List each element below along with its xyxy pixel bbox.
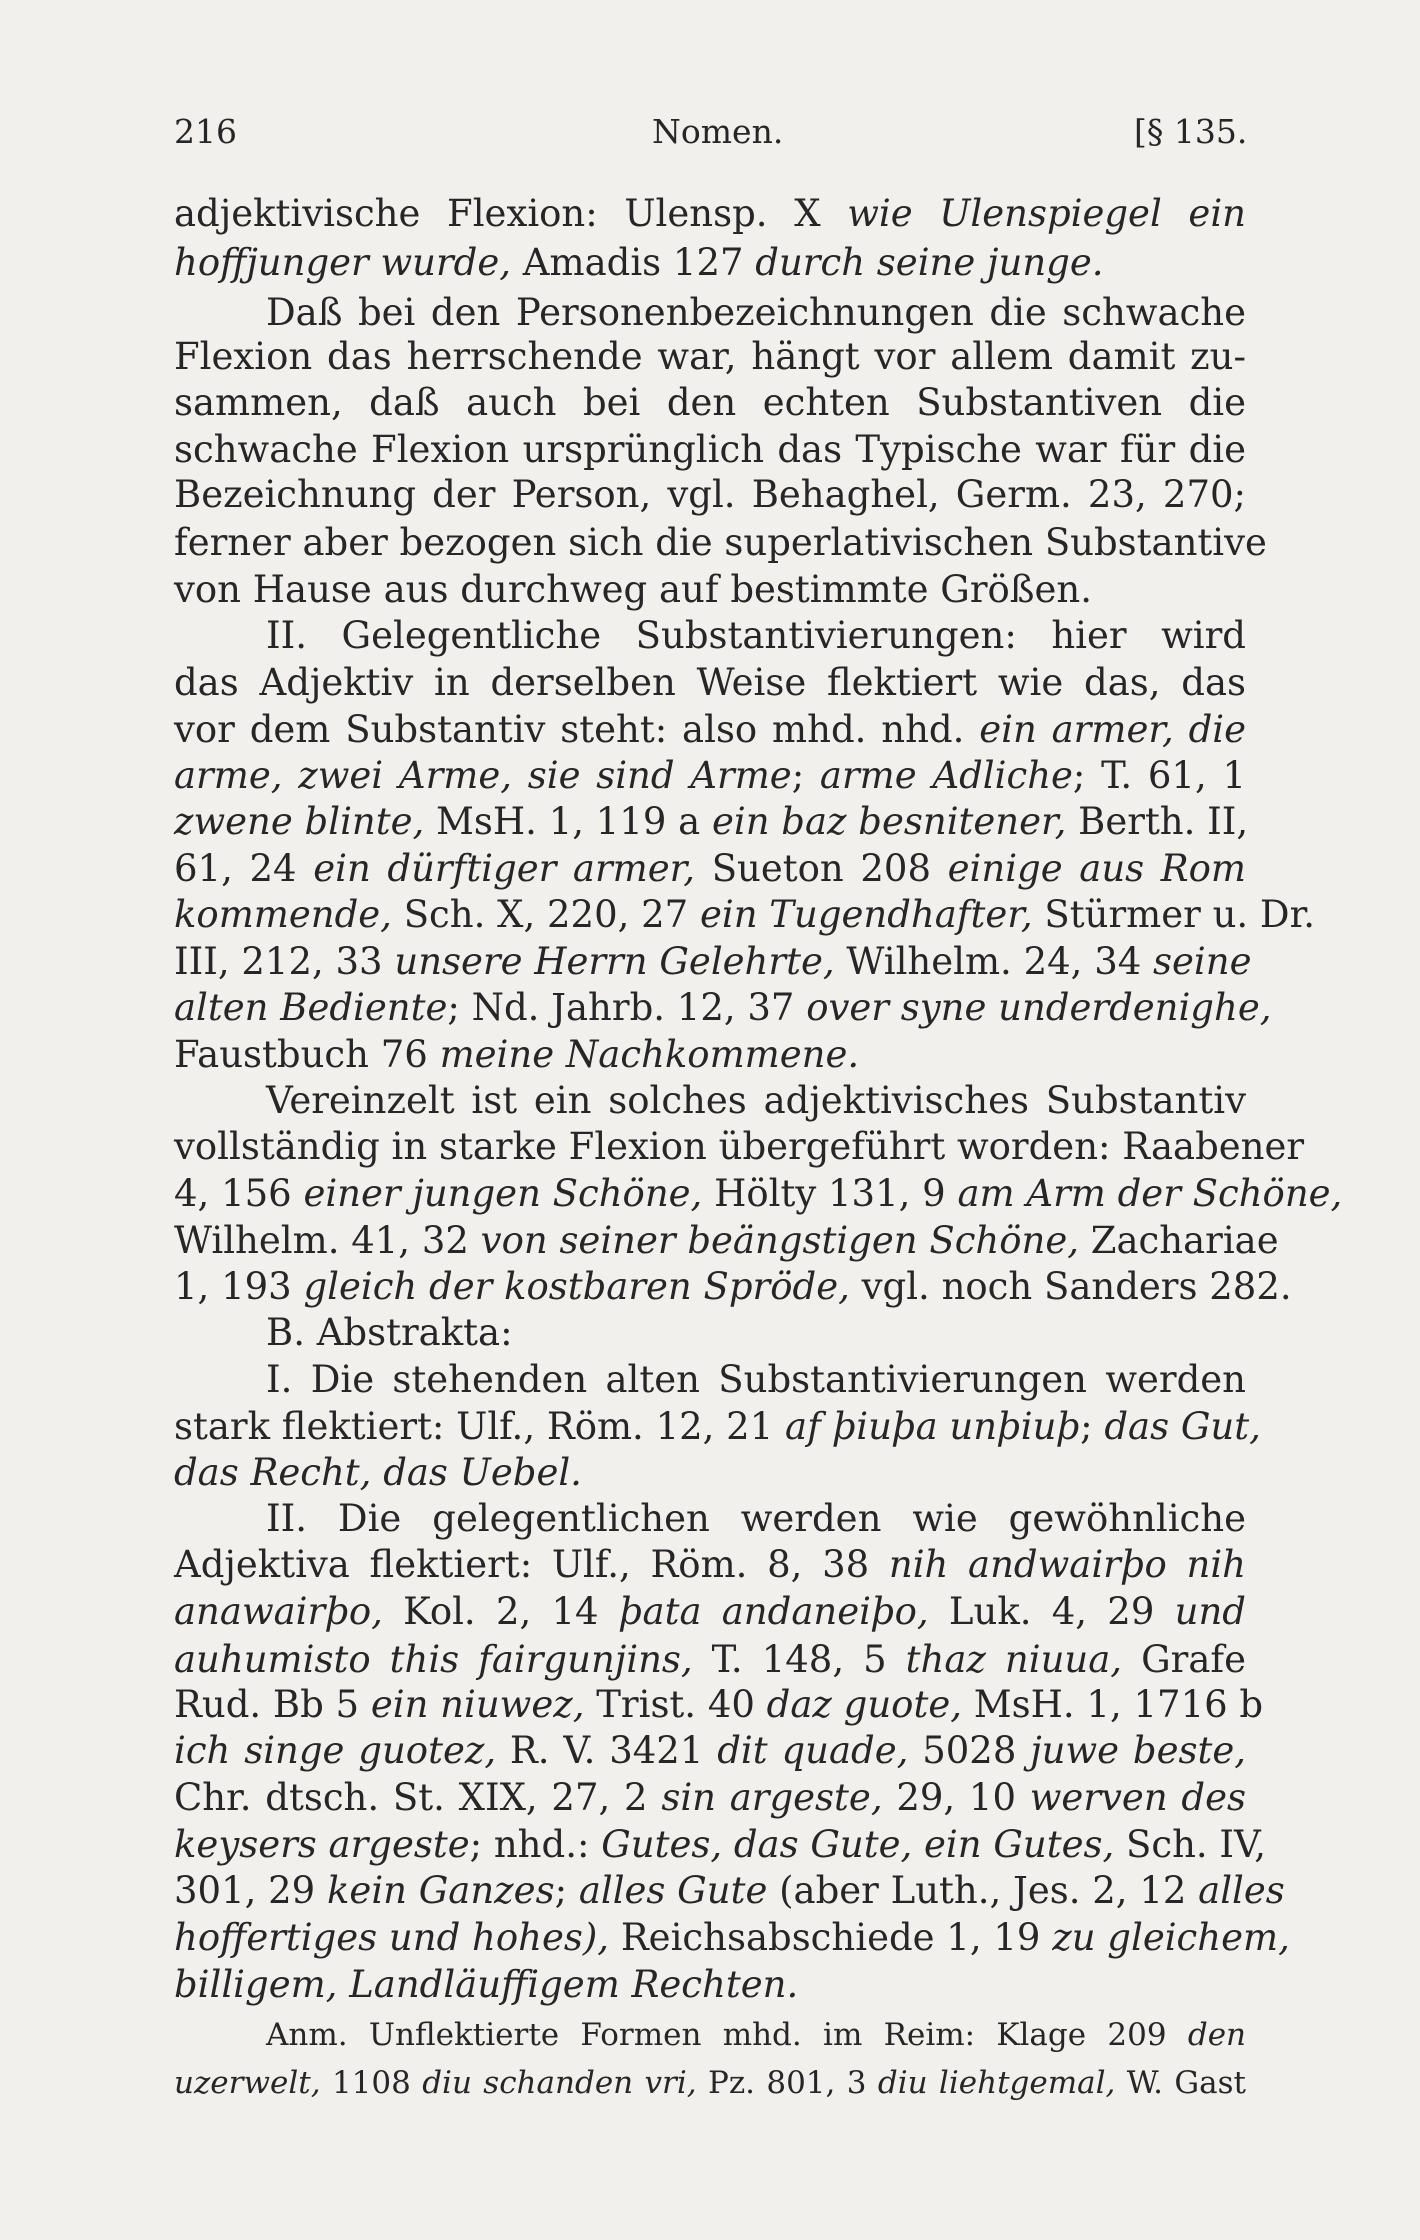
text-line [174, 939, 1252, 985]
italic-citation: over syne underdenighe, [806, 986, 1272, 1029]
italic-citation: seine [1153, 940, 1252, 983]
text-span: Sch. X, 220, 27 [391, 893, 700, 936]
text-span: Anm. Unflektierte Formen mhd. im Reim: Klage 209 [266, 2017, 1188, 2053]
text-span: Vereinzelt ist ein solches adjektivisches Substantiv [266, 1079, 1246, 1122]
text-line [266, 1310, 1246, 1356]
text-line [174, 1032, 1246, 1078]
italic-citation: ein armer, die [979, 708, 1246, 751]
text-span: ; [1080, 1405, 1105, 1448]
text-span: R. V. 3421 [496, 1729, 718, 1772]
text-line [174, 1218, 1279, 1264]
text-line [174, 380, 1246, 426]
text-line [174, 1542, 1246, 1588]
italic-citation: juwe beste, [1030, 1729, 1246, 1772]
text-line [174, 191, 1246, 237]
text-span: Reichsabschiede 1, 19 [609, 1916, 1053, 1959]
text-span: 1108 [320, 2065, 423, 2101]
italic-citation: diu liehtgemal, [877, 2065, 1116, 2101]
text-span: Trist. 40 [584, 1683, 767, 1726]
text-span: I. Die stehenden alten Substantivierungen werden [266, 1358, 1246, 1401]
text-span: Wilhelm. 41, 32 [174, 1219, 481, 1262]
text-line [174, 567, 1246, 613]
text-span: sammen, daß auch bei den echten Substantiven die [174, 381, 1246, 424]
text-line [266, 1357, 1246, 1403]
text-span: 1, 193 [174, 1265, 304, 1308]
italic-citation: keysers argeste [174, 1823, 470, 1866]
italic-citation: kommende, [174, 893, 392, 936]
text-span: ; nhd.: [469, 1823, 602, 1866]
italic-citation: einer jungen Schöne, [303, 1172, 703, 1215]
page-number: 216 [174, 112, 237, 151]
text-span: Bezeichnung der Person, vgl. Behaghel, Germ. 23, 270; [174, 473, 1246, 516]
text-span: Hölty 131, 9 [702, 1172, 958, 1215]
italic-citation: Gutes, das Gute, ein Gutes, [601, 1823, 1115, 1866]
italic-citation: anawairþo, [174, 1590, 383, 1633]
italic-citation: arme Adliche [819, 754, 1073, 797]
text-span: II. Die gelegentlichen werden wie gewöhnliche [266, 1497, 1246, 1540]
text-span: W. Gast [1115, 2065, 1247, 2101]
italic-citation: zwene blinte, [174, 800, 425, 843]
text-span: 29, 10 [882, 1776, 1030, 1819]
text-line [174, 1822, 1267, 1868]
text-line [174, 334, 1246, 380]
text-line [174, 472, 1246, 518]
text-span: Amadis 127 [511, 241, 756, 284]
text-span: Stürmer u. Dr. [1032, 893, 1315, 936]
italic-citation: daz guote, [766, 1683, 962, 1726]
italic-citation: ein Tugendhafter, [699, 893, 1033, 936]
text-line [174, 660, 1246, 706]
text-line [174, 846, 1246, 892]
text-line [266, 2015, 1246, 2055]
text-line [174, 1637, 1246, 1683]
italic-citation: durch seine junge. [755, 241, 1104, 284]
text-span: stark flektiert: Ulf., Röm. 12, 21 [174, 1405, 786, 1448]
text-span: MsH. 1, 119 a [424, 800, 712, 843]
italic-citation: thaz niuua, [905, 1638, 1123, 1681]
italic-citation: arme, zwei Arme, sie sind Arme [174, 754, 792, 797]
text-line [174, 520, 1267, 566]
text-span: Faustbuch 76 [174, 1033, 440, 1076]
text-span: das Adjektiv in derselben Weise flektiert wie das, das [174, 661, 1246, 704]
text-span: 5028 [908, 1729, 1031, 1772]
text-span: MsH. 1, 1716 b [962, 1683, 1264, 1726]
text-span: III, 212, 33 [174, 940, 395, 983]
text-span: Sch. IV, [1114, 1823, 1267, 1866]
text-line [174, 1775, 1246, 1821]
text-span: 4, 156 [174, 1172, 304, 1215]
italic-citation: das Recht, das Uebel. [174, 1451, 582, 1494]
text-line [174, 1868, 1285, 1914]
text-span: adjektivische Flexion: Ulensp. X [174, 192, 848, 235]
text-line [174, 1404, 1261, 1450]
text-span: Adjektiva flektiert: Ulf., Röm. 8, 38 [174, 1543, 889, 1586]
italic-citation: ein dürftiger armer, [313, 847, 696, 890]
text-span: schwache Flexion ursprünglich das Typische war für die [174, 428, 1246, 471]
text-line [174, 1124, 1305, 1170]
italic-citation: sin argeste, [661, 1776, 883, 1819]
text-span: ; T. 61, 1 [1072, 754, 1247, 797]
text-line [174, 799, 1249, 845]
text-line [266, 1078, 1246, 1124]
italic-citation: nih andwairþo nih [888, 1543, 1246, 1586]
text-line [174, 1915, 1290, 1961]
italic-citation: ich singe guotez, [174, 1729, 497, 1772]
text-line [174, 1264, 1292, 1310]
text-span: vgl. noch Sanders 282. [849, 1265, 1292, 1308]
text-line [266, 613, 1246, 659]
text-line [266, 1496, 1246, 1542]
italic-citation: kein Ganzes [327, 1869, 555, 1912]
text-span: Zachariae [1079, 1219, 1279, 1262]
text-span: ferner aber bezogen sich die superlativischen Substantive [174, 521, 1267, 564]
italic-citation: ein baz besnitener, [711, 800, 1067, 843]
text-line [174, 1589, 1246, 1635]
text-line [174, 1450, 1246, 1496]
text-line [174, 1682, 1264, 1728]
italic-citation: af þiuþa unþiuþ [785, 1405, 1081, 1448]
italic-citation: zu gleichem, [1052, 1916, 1290, 1959]
text-span: ; [554, 1869, 579, 1912]
italic-citation: wie Ulenspiegel ein [847, 192, 1246, 235]
text-line [174, 707, 1246, 753]
italic-citation: alten Bediente [174, 986, 448, 1029]
italic-citation: alles Gute [578, 1869, 768, 1912]
text-span: Chr. dtsch. St. XIX, 27, 2 [174, 1776, 662, 1819]
italic-citation: gleich der kostbaren Spröde, [303, 1265, 850, 1308]
text-span: 301, 29 [174, 1869, 327, 1912]
text-span: Luk. 4, 29 [928, 1590, 1175, 1633]
text-span: Berth. II, [1066, 800, 1249, 843]
italic-citation: unsere Herrn Gelehrte, [394, 940, 835, 983]
italic-citation: hoffertiges und hohes), [174, 1916, 610, 1959]
italic-citation: dit quade, [717, 1729, 909, 1772]
text-span: Wilhelm. 24, 34 [834, 940, 1154, 983]
italic-citation: ein niuwez, [370, 1683, 585, 1726]
text-line [174, 1728, 1246, 1774]
text-span: vor dem Substantiv steht: also mhd. nhd. [174, 708, 980, 751]
text-span: (aber Luth., Jes. 2, 12 [767, 1869, 1199, 1912]
text-span: Sueton 208 [695, 847, 948, 890]
italic-citation: alles [1198, 1869, 1285, 1912]
text-line [174, 892, 1315, 938]
italic-citation: hoffjunger wurde, [174, 241, 512, 284]
text-span: von Hause aus durchweg auf bestimmte Größen. [174, 568, 1093, 611]
text-span: ; Nd. Jahrb. 12, 37 [447, 986, 807, 1029]
text-span: II. Gelegentliche Substantivierungen: hier wird [266, 614, 1246, 657]
italic-citation: þata andaneiþo, [618, 1590, 929, 1633]
italic-citation: am Arm der Schöne, [957, 1172, 1343, 1215]
text-span: T. 148, 5 [692, 1638, 906, 1681]
italic-citation: meine Nachkommene. [439, 1033, 860, 1076]
text-line [174, 753, 1246, 799]
text-span: Pz. 801, 3 [696, 2065, 878, 2101]
text-line [174, 1962, 1246, 2008]
text-span: 61, 24 [174, 847, 314, 890]
text-span: Flexion das herrschende war, hängt vor allem damit zu- [174, 335, 1246, 378]
section-number: [§ 135. [1134, 112, 1248, 151]
italic-citation: uzerwelt, [174, 2065, 321, 2101]
text-line [174, 427, 1246, 473]
italic-citation: werven des [1029, 1776, 1246, 1819]
text-line [174, 2063, 1246, 2103]
text-span: B. Abstrakta: [266, 1311, 513, 1354]
italic-citation: das Gut, [1104, 1405, 1261, 1448]
text-line [266, 290, 1246, 336]
text-span: Kol. 2, 14 [382, 1590, 619, 1633]
running-title: Nomen. [652, 112, 784, 151]
italic-citation: einige aus Rom [947, 847, 1247, 890]
italic-citation: auhumisto this fairgunjins, [174, 1638, 693, 1681]
text-line [174, 240, 1246, 286]
italic-citation: den [1187, 2017, 1246, 2053]
text-line [174, 985, 1272, 1031]
italic-citation: billigem, Landläuffigem Rechten. [174, 1963, 799, 2006]
italic-citation: von seiner beängstigen Schöne, [480, 1219, 1080, 1262]
italic-citation: diu schanden vri, [422, 2065, 697, 2101]
text-span: Grafe [1122, 1638, 1246, 1681]
text-line [174, 1171, 1343, 1217]
text-span: Daß bei den Personenbezeichnungen die schwache [266, 291, 1246, 334]
text-span: Rud. Bb 5 [174, 1683, 371, 1726]
text-span: ; [791, 754, 820, 797]
italic-citation: und [1174, 1590, 1246, 1633]
text-span: vollständig in starke Flexion übergeführt worden: Raabener [174, 1125, 1305, 1168]
